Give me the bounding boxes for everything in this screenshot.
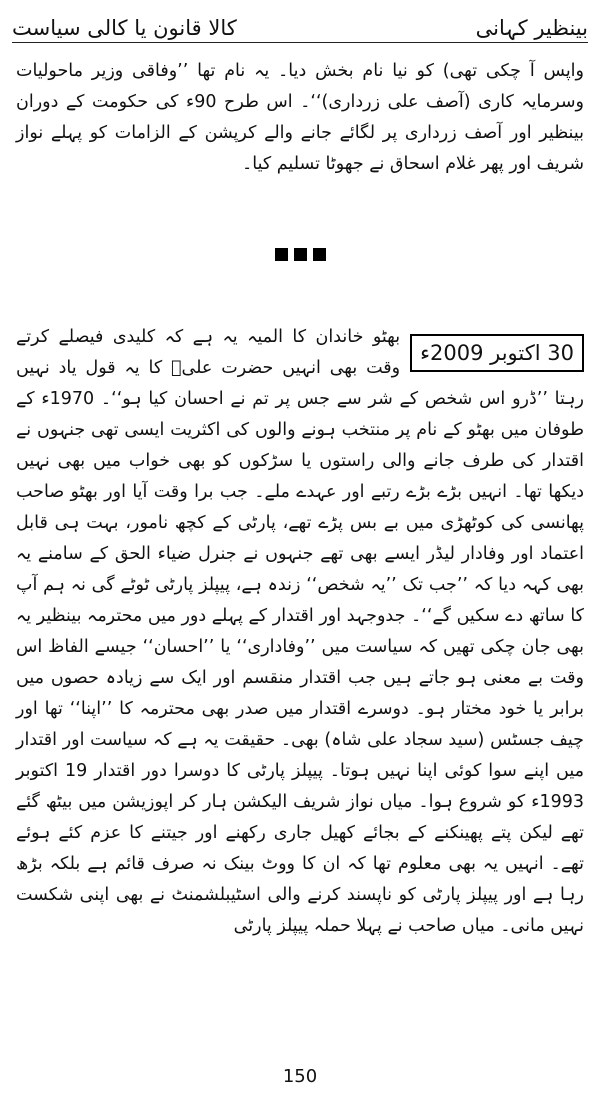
paragraph-2: بھٹو خاندان کا المیہ یہ ہے کہ کلیدی فیصلے کرتے وقت بھی انہیں حضرت علیؓ کا یہ قول یاد نہیں رہتا ’’ڈرو اس شخص کے شر سے جس پر تم نے احسان کیا ہو‘‘۔ 1970ء کے طوفان میں بھٹو کے نام پر منتخب ہونے والوں کی اکثریت ایسی تھی جنہوں نے اقتدار کی طرف جانے والی راستوں یا سڑکوں کو بھی خواب میں بھی نہیں دیکھا تھا۔ انہیں بڑے بڑے رتبے اور عہدے ملے۔ جب برا وقت آیا اور بھٹو صاحب پھانسی کی کوٹھڑی میں بے بس پڑے تھے، پارٹی کے کچھ نامور، بہت ہی قابل اعتماد اور وفادار لیڈر ایسے بھی تھے جنہوں نے جنرل ضیاء الحق کے سامنے یہ بھی کہہ دیا کہ ’’جب تک ’’یہ شخص‘‘ زندہ ہے، پیپلز پارٹی ٹوٹے گی نہ ہم آپ کا ساتھ دے سکیں گے‘‘۔ جدوجہد اور اقتدار کے پہلے دور میں محترمہ بینظیر یہ بھی جان چکی تھیں کہ سیاست میں ’’وفاداری‘‘ یا ’’احسان‘‘ جیسے الفاظ اس وقت بے معنی ہو جاتے ہیں جب اقتدار منقسم اور ایک سے زیادہ حصوں میں برابر یا خود مختار ہو۔ دوسرے اقتدار میں صدر بھی محترمہ کا ’’اپنا‘‘ تھا اور چیف جسٹس (سید سجاد علی شاہ) بھی۔ حقیقت یہ ہے کہ سیاست اور اقتدار میں اپنے سوا کوئی اپنا نہیں ہوتا۔ پیپلز پارٹی کا دوسرا دور اقتدار 19 اکتوبر 1993ء کو شروع ہوا۔ میاں نواز شریف الیکشن ہار کر اپوزیشن میں بیٹھ گئے تھے لیکن پتے پھینکنے کے بجائے کھیل جاری رکھنے اور جیتنے کا عزم کئے ہوئے تھے۔ انہیں یہ بھی معلوم تھا کہ ان کا ووٹ بینک نہ صرف قائم ہے بلکہ بڑھ رہا ہے اور پیپلز پارٹی کو ناپسند کرنے والی اسٹیبلشمنٹ نے بھی اپنی شکست نہیں مانی۔ میاں صاحب نے پہلا حملہ پیپلز پارٹی: [16, 327, 585, 936]
page-number: 150: [282, 1066, 318, 1087]
header-rule: [12, 42, 588, 43]
paragraph-2-block: [16, 322, 584, 942]
header-chapter-title: کالا قانون یا کالی سیاست: [12, 16, 237, 40]
separator-square: [313, 248, 326, 261]
paragraph-1: واپس آ چکی تھی) کو نیا نام بخش دیا۔ یہ نام تھا ’’وفاقی وزیر ماحولیات وسرمایہ کاری (آصف علی زرداری)‘‘۔ اس طرح 90ء کی حکومت کے دوران بینظیر اور آصف زرداری پر لگائے جانے والے کرپشن کے الزامات کو پہلے نواز شریف اور پھر غلام اسحاق نے جھوٹا تسلیم کیا۔: [16, 61, 584, 174]
header-book-title: بینظیر کہانی: [475, 16, 588, 40]
running-header: [12, 6, 588, 42]
section-separator: [0, 248, 600, 261]
separator-square: [294, 248, 307, 261]
date-box: 30 اکتوبر 2009ء: [410, 334, 584, 372]
separator-square: [275, 248, 288, 261]
